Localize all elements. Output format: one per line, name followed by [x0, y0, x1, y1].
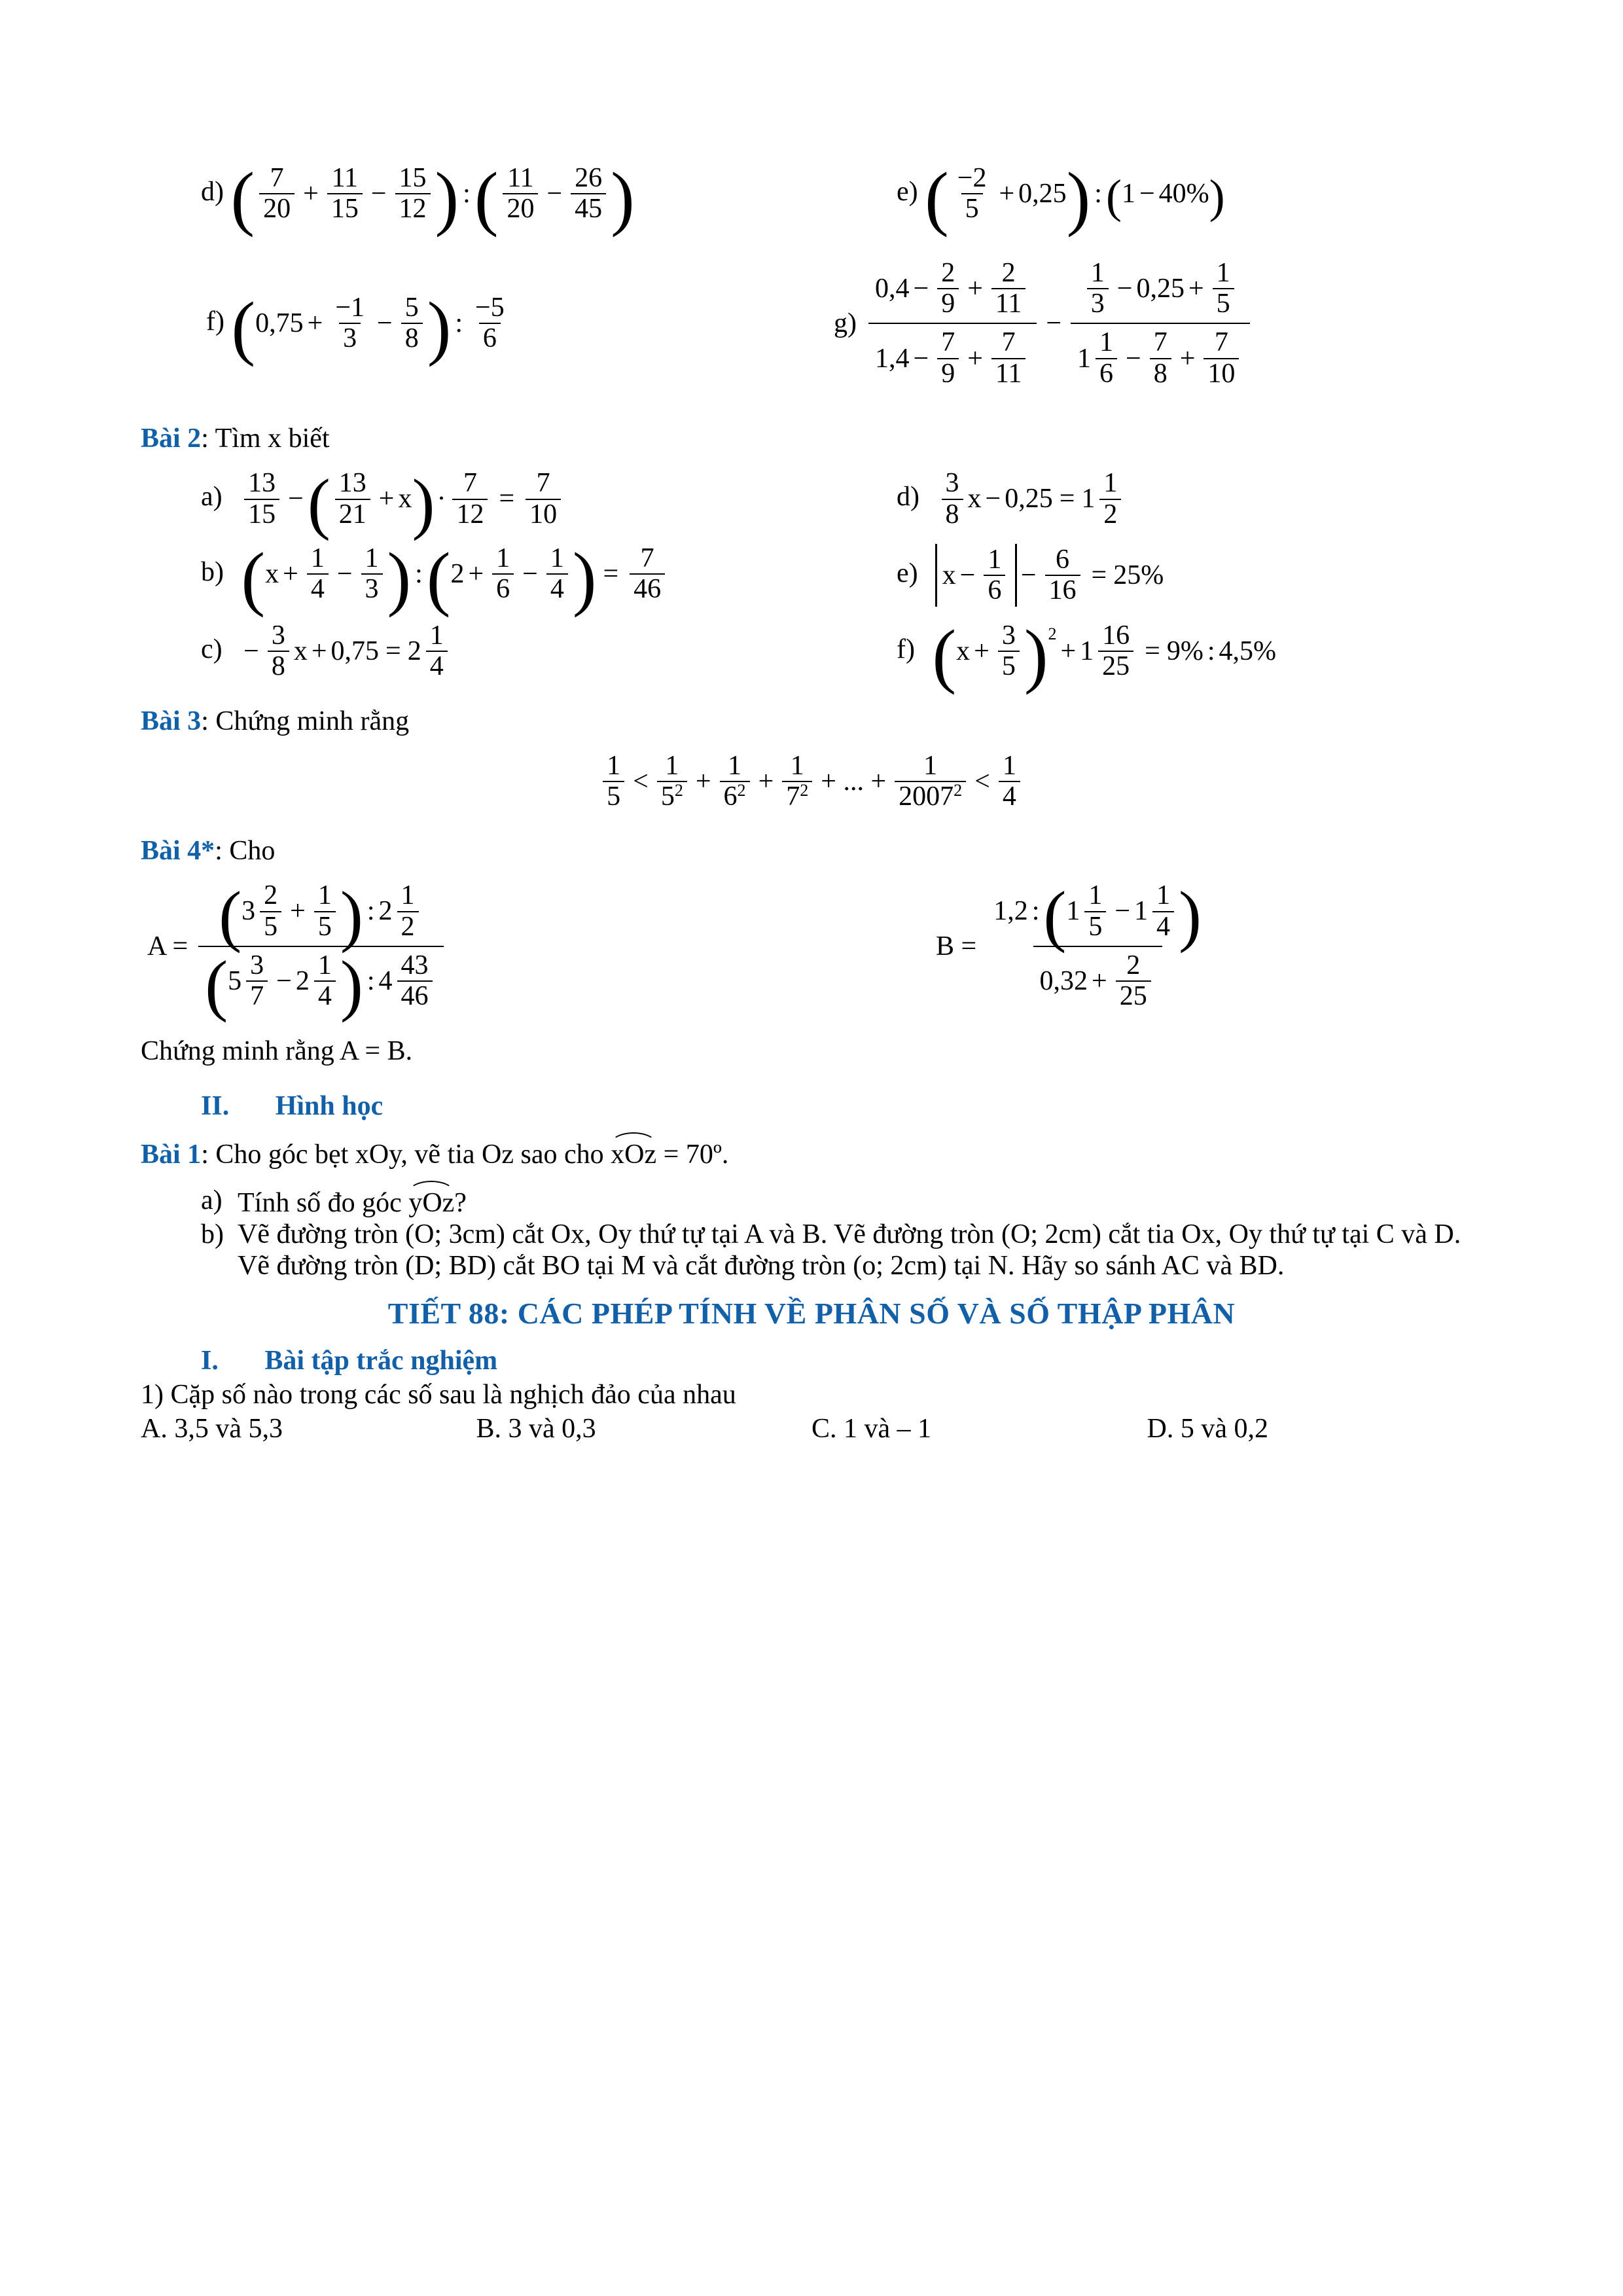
mark-e: e)	[897, 558, 918, 588]
exercise-d	[141, 158, 812, 238]
hh-b-text: Vẽ đường tròn (O; 3cm) cắt Ox, Oy thứ tự tại A và B. Vẽ đường tròn (O; 2cm) cắt tia Ox, Oy thứ tự tại C và D. Vẽ đường tròn (D; BD) cắt BO tại M và cắt đường tròn (o; 2cm) tại N. Hãy so sánh AC và BD.	[238, 1219, 1461, 1281]
exercise-2f	[812, 615, 1482, 696]
mark-c: c)	[201, 634, 223, 664]
exponent-2: 2	[1048, 624, 1057, 644]
absolute-value: x − $\frac{1}{6}$	[935, 544, 1017, 607]
exercise-e	[812, 158, 1482, 238]
option-c[interactable]: C. 1 và – 1	[812, 1414, 932, 1444]
mark-g: g)	[834, 308, 857, 339]
expr-d: ( $\frac{7}{20}$ + $\frac{11}{15}$ − $\frac{15}{12}$ ) : ( $\frac{11}{20}$ − $\frac{26}{45}$ )	[230, 158, 635, 238]
hh-bai1-label: Bài 1	[141, 1139, 202, 1170]
mark-a: a)	[201, 482, 223, 512]
prove-ab-text: Chứng minh rằng A = B.	[141, 1035, 413, 1066]
heading-hh-bai1	[141, 1136, 1482, 1170]
option-d[interactable]: D. 5 và 0,2	[1147, 1414, 1268, 1444]
expr-e: ( $\frac{-2}{5}$ + 0,25 ) : ( 1 − 40% )	[925, 158, 1225, 238]
fraction-left: 0,4 − $\frac{2}{9}$ + $\frac{2}{11}$ 1,4 − $\frac{7}{9}$ + $\frac{7}{11}$	[868, 259, 1037, 389]
mark-a: a)	[201, 1185, 223, 1215]
expr-2f: ( x + $\frac{3}{5}$ ) 2 + 1 $\frac{16}{25}$ = 9% : 4,5%	[932, 615, 1277, 696]
mark-b: b)	[201, 556, 224, 587]
exercise-row-2ad	[141, 464, 1482, 541]
bai3-text: : Chứng minh rằng	[201, 706, 410, 736]
exercise-2b	[141, 538, 812, 619]
expr-2b: ( x + $\frac{1}{4}$ − $\frac{1}{3}$ ) : ( 2 + $\frac{1}{6}$ − $\frac{1}{4}$ ) = $\frac{7}{46}$	[241, 544, 670, 605]
expr-2e: x − $\frac{1}{6}$ − $\frac{6}{16}$ = 25%	[935, 544, 1164, 607]
mark-f: f)	[897, 634, 915, 664]
question-1-options	[141, 1413, 1482, 1444]
heading-bai4	[141, 835, 1482, 867]
expr-A: ( 3 $\frac{2}{5}$ + $\frac{1}{5}$ ) : 2 $\frac{1}{2}$ ( 5 $\frac{3}{7}$ − 2 $\frac{1}{4}$ ) : 4 $\frac{43}{46}$	[193, 881, 448, 1011]
exercise-row-2cf	[141, 615, 1482, 696]
bai2-label: Bài 2	[141, 423, 202, 454]
option-b[interactable]: B. 3 và 0,3	[476, 1414, 596, 1444]
hh-a-question: ?	[454, 1187, 467, 1218]
angle-xOz: xOz	[611, 1136, 656, 1170]
expr-B: 1,2 : ( 1 $\frac{1}{5}$ − 1 $\frac{1}{4}$ ) 0,32 + $\frac{2}{25}$	[993, 876, 1202, 1012]
mark-e: e)	[897, 177, 918, 207]
expr-f: ( 0,75 + $\frac{-1}{3}$ − $\frac{5}{8}$ ) : $\frac{-5}{6}$	[231, 287, 505, 368]
bai4-text: : Cho	[215, 836, 276, 867]
section1-title: Bài tập trắc nghiệm	[264, 1345, 498, 1376]
exercise-row-de	[141, 158, 1482, 238]
bai4-label: Bài 4*	[141, 836, 215, 867]
expr-2d: $\frac{3}{8}$ x − 0,25 = 1 $\frac{1}{2}$	[937, 469, 1126, 529]
heading-bai2	[141, 423, 1482, 454]
section2-number: II.	[201, 1090, 230, 1121]
question-1: 1) Cặp số nào trong các số sau là nghịch đảo của nhau	[141, 1379, 736, 1410]
expr-3: $\frac{1}{5}$ < 1 5 2 + 1 6 2 + 1 7 2 + ... + 1 2007 2 < $\frac{1}{4}$	[598, 751, 1025, 812]
expr-2a: $\frac{13}{15}$ − ( $\frac{13}{21}$ + x ) · $\frac{7}{12}$ = $\frac{7}{10}$	[240, 469, 565, 529]
hh-item-a	[141, 1185, 1482, 1219]
exercise-2c	[141, 621, 812, 682]
expr-2c: − $\frac{3}{8}$ x + 0,75 = 2 $\frac{1}{4}$	[240, 621, 452, 682]
section2-title: Hình học	[275, 1090, 383, 1121]
exercise-row-fg	[141, 259, 1482, 389]
section-heading-1	[141, 1345, 1482, 1376]
option-a[interactable]: A. 3,5 và 5,3	[141, 1414, 283, 1444]
angle-yOz: yOz	[408, 1185, 454, 1219]
hh-item-b	[141, 1219, 1482, 1282]
section-heading-2	[141, 1090, 1482, 1122]
mark-d: d)	[201, 177, 224, 207]
fraction-right: $\frac{1}{3}$ − 0,25 + $\frac{1}{5}$ 1 $\frac{1}{6}$ − $\frac{7}{8}$ + $\frac{7}{10}$	[1071, 259, 1250, 389]
bai2-text: : Tìm x biết	[201, 423, 330, 454]
exercise-row-2be	[141, 538, 1482, 619]
hh-bai1-text: : Cho góc bẹt xOy, vẽ tia Oz sao cho	[201, 1139, 604, 1170]
bai3-label: Bài 3	[141, 706, 202, 736]
exercise-row-AB	[141, 876, 1482, 1024]
expression-A: A = ( 3 $\frac{2}{5}$ + $\frac{1}{5}$ ) : 2 $\frac{1}{2}$ ( 5 $\frac{3}{7}$ − 2 $\frac{1}{4}$ ) : 4 $\frac{43}{46}$	[141, 881, 812, 1011]
mark-b: b)	[201, 1219, 224, 1249]
hh-bai1-value: = 70º.	[663, 1139, 729, 1170]
hh-a-text: Tính số đo góc	[238, 1187, 402, 1218]
section1-number: I.	[201, 1345, 219, 1376]
exercise-g	[812, 259, 1482, 389]
mark-f: f)	[206, 306, 224, 337]
expression-B: B = 1,2 : ( 1 $\frac{1}{5}$ − 1 $\frac{1}{4}$ ) 0,32 + $\frac{2}{25}$	[812, 881, 1482, 1011]
heading-bai3	[141, 706, 1482, 737]
exercise-2d	[812, 469, 1482, 529]
mark-d: d)	[897, 482, 919, 512]
expr-g: 0,4 − $\frac{2}{9}$ + $\frac{2}{11}$ 1,4 − $\frac{7}{9}$ + $\frac{7}{11}$ − $\frac{1}{3}$ − 0,25 + $\frac{1}{5}$ 1 $\frac{1}{6}$ − $\frac{7}{8}$ + $\frac{7}{10}$	[863, 259, 1255, 389]
exercise-f	[141, 287, 812, 368]
exercise-2e	[812, 544, 1482, 607]
tiet-88-title: TIẾT 88: CÁC PHÉP TÍNH VỀ PHÂN SỐ VÀ SỐ THẬP PHÂN	[387, 1296, 1236, 1330]
exercise-2a	[141, 464, 812, 541]
exercise-3-expression	[141, 751, 1482, 812]
